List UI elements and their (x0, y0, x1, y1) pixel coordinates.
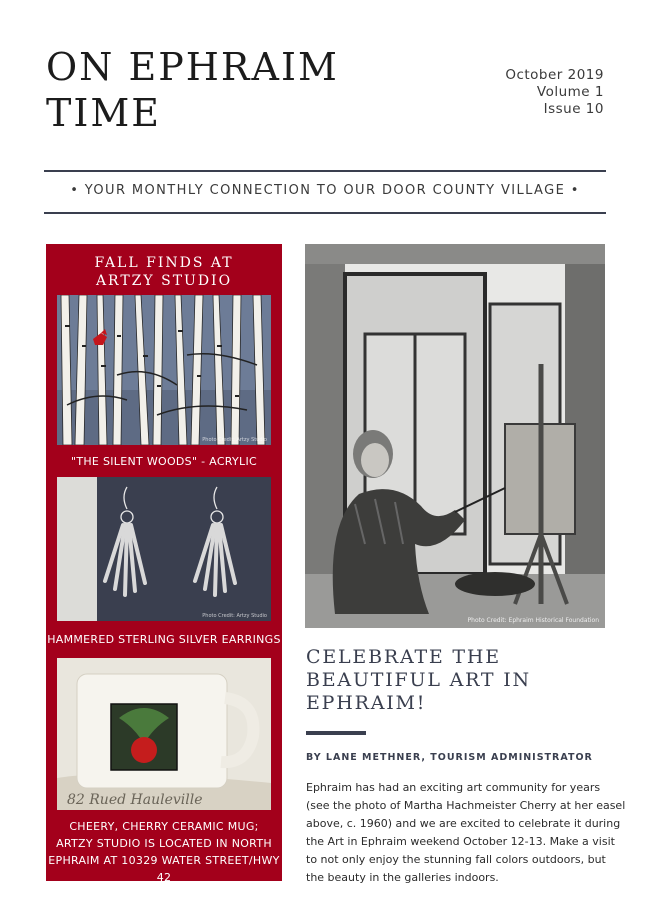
article-title-rule (306, 731, 366, 735)
tagline: • YOUR MONTHLY CONNECTION TO OUR DOOR COUNTY VILLAGE • (70, 183, 580, 198)
article-title-line-1: CELEBRATE THE (306, 646, 501, 668)
silent-woods-painting-image (57, 295, 271, 445)
painting-caption: "THE SILENT WOODS" - ACRYLIC (70, 455, 258, 468)
header-bottom-rule (44, 212, 606, 214)
artist-at-easel-photo (305, 244, 605, 628)
mug-caption-line-1: CHEERY, CHERRY CERAMIC MUG; (69, 820, 259, 833)
title-line-2: TIME (46, 91, 162, 135)
sidebar-title (46, 254, 282, 290)
earrings-caption: HAMMERED STERLING SILVER EARRINGS (47, 633, 281, 646)
article-byline: BY LANE METHNER, TOURISM ADMINISTRATOR (306, 752, 593, 763)
mug-caption-line-3: EPHRAIM AT 10329 WATER STREET/HWY 42 (48, 854, 280, 884)
sidebar-fall-finds (46, 244, 282, 884)
sidebar-title-line-1: FALL FINDS AT (94, 255, 234, 271)
mug-caption-line-2: ARTZY STUDIO IS LOCATED IN NORTH (56, 837, 272, 850)
issue-volume: Volume 1 (536, 84, 604, 100)
article-body: Ephraim has had an exciting art community for years (see the photo of Martha Hachmeister Cherry at her easel above, c. 1960) and we are excited to celebrate it during the Art in Ephraim weekend October 12-13. Make a visit to not only enjoy the stunning fall colors outdoors, but the beauty in the galleries indoors. (306, 781, 626, 884)
cherry-mug-image (57, 658, 271, 810)
article-title (306, 646, 606, 715)
article-title-line-3: EPHRAIM! (306, 692, 427, 714)
issue-date: October 2019 (505, 67, 604, 83)
silver-earrings-image (57, 477, 271, 621)
issue-number: Issue 10 (543, 101, 604, 117)
svg-text:82 Rued Hauleville: 82 Rued Hauleville (67, 792, 203, 808)
main-photo-credit: Photo Credit: Ephraim Historical Foundation (467, 617, 599, 624)
earrings-photo-credit: Photo Credit: Artzy Studio (202, 613, 267, 619)
issue-info (505, 67, 604, 118)
title-line-1: ON EPHRAIM (46, 45, 339, 89)
sidebar-title-line-2: ARTZY STUDIO (95, 273, 233, 289)
newsletter-title (46, 44, 376, 136)
article-title-line-2: BEAUTIFUL ART IN (306, 669, 531, 691)
header-top-rule (44, 170, 606, 172)
mug-caption (46, 818, 282, 886)
painting-photo-credit: Photo Credit: Artzy Studio (202, 437, 267, 443)
